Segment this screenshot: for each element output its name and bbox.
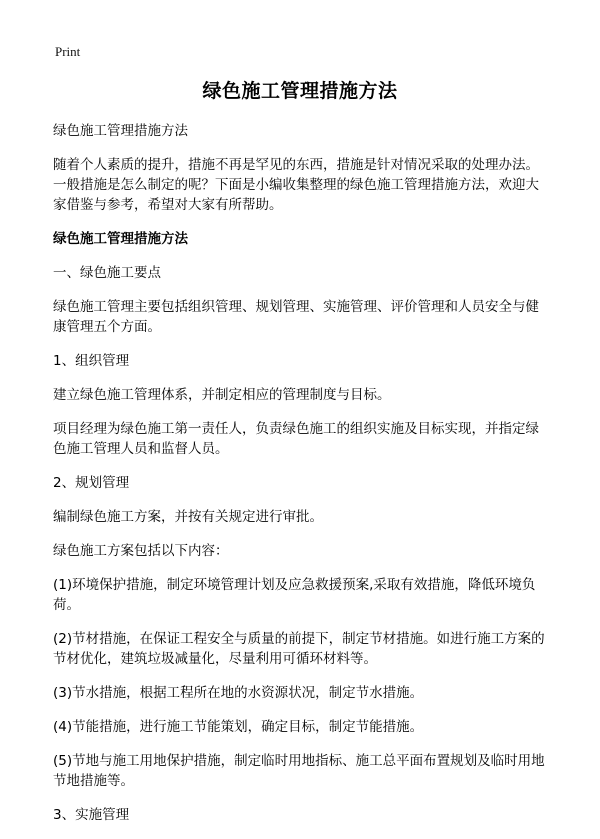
subtitle-paragraph: 绿色施工管理措施方法 <box>53 123 188 139</box>
intro-paragraph: 随着个人素质的提升，措施不再是罕见的东西，措施是针对情况采取的处理办法。一般措施是怎么制定的呢？下面是小编收集整理的绿色施工管理措施方法，欢迎大家借鉴与参考，希望对大家有所帮助。 <box>53 157 539 213</box>
environment-protection-item: (1)环境保护措施，制定环境管理计划及应急救援预案,采取有效措施，降低环境负荷。 <box>53 577 536 613</box>
organization-management-paragraph-2: 项目经理为绿色施工第一责任人，负责绿色施工的组织实施及目标实现，并指定绿色施工管理人员和监督人员。 <box>53 421 539 457</box>
planning-management-heading: 2、规划管理 <box>53 475 130 491</box>
implementation-management-heading: 3、实施管理 <box>53 807 130 823</box>
water-saving-item: (3)节水措施，根据工程所在地的水资源状况，制定节水措施。 <box>53 685 424 701</box>
land-saving-item: (5)节地与施工用地保护措施，制定临时用地指标、施工总平面布置规划及临时用地节地措施等。 <box>53 753 545 789</box>
planning-management-paragraph-2: 绿色施工方案包括以下内容： <box>53 543 229 559</box>
section-one-heading: 一、绿色施工要点 <box>53 265 161 281</box>
document-title: 绿色施工管理措施方法 <box>202 80 398 102</box>
organization-management-paragraph-1: 建立绿色施工管理体系，并制定相应的管理制度与目标。 <box>53 387 391 403</box>
energy-saving-item: (4)节能措施，进行施工节能策划，确定目标，制定节能措施。 <box>53 719 424 735</box>
material-saving-item: (2)节材措施，在保证工程安全与质量的前提下，制定节材措施。如进行施工方案的节材优化，建筑垃圾减量化，尽量利用可循环材料等。 <box>53 631 545 667</box>
document-body <box>53 121 548 839</box>
organization-management-heading: 1、组织管理 <box>53 353 130 369</box>
section-one-summary: 绿色施工管理主要包括组织管理、规划管理、实施管理、评价管理和人员安全与健康管理五个方面。 <box>53 299 539 335</box>
planning-management-paragraph-1: 编制绿色施工方案，并按有关规定进行审批。 <box>53 509 323 525</box>
section-heading: 绿色施工管理措施方法 <box>53 231 188 247</box>
print-label[interactable]: Print <box>55 44 81 59</box>
